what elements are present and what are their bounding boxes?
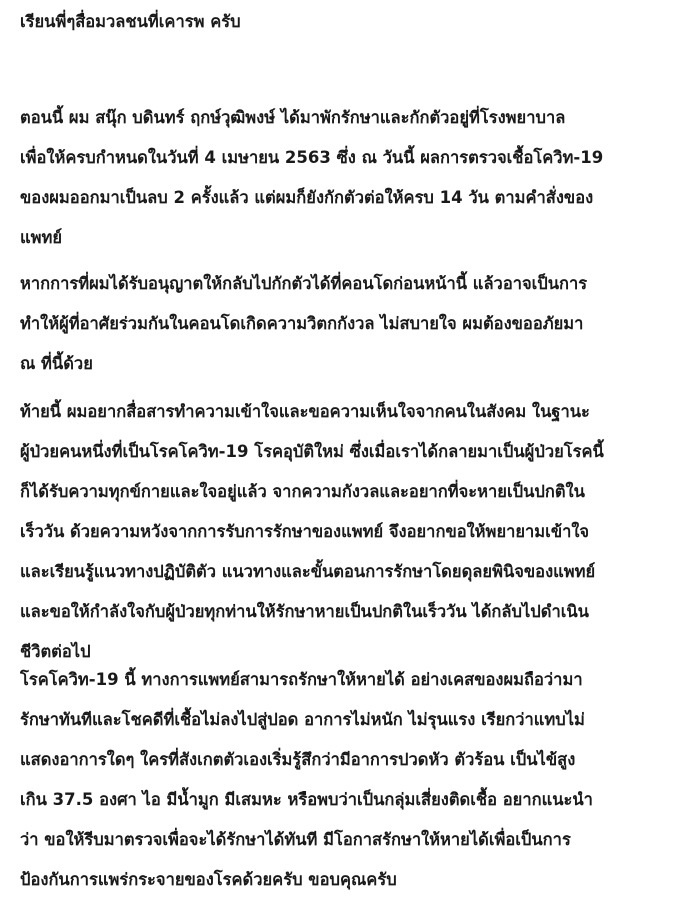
letter-greeting: เรียนพี่ๆสื่อมวลชนที่เคารพ ครับ (20, 12, 241, 31)
paragraph-line: ก็ได้รับความทุกข์กายและใจอยู่แล้ว จากความกังวลและอยากที่จะหายเป็นปกติใน (20, 482, 585, 501)
paragraph-line: ผู้ป่วยคนหนึ่งที่เป็นโรคโควิท-19 โรคอุบัติใหม่ ซึ่งเมื่อเราได้กลายมาเป็นผู้ป่วยโรคนี้ (20, 442, 604, 461)
paragraph-line: ว่า ขอให้รีบมาตรวจเพื่อจะได้รักษาได้ทันที มีโอกาสรักษาให้หายได้เพื่อเป็นการ (20, 830, 571, 849)
paragraph-line: แพทย์ (20, 228, 63, 247)
paragraph-line: ชีวิตต่อไป (20, 642, 91, 661)
paragraph-line: ทำให้ผู้ที่อาศัยร่วมกันในคอนโดเกิดความวิตกกังวล ไม่สบายใจ ผมต้องขออภัยมา (20, 314, 584, 333)
paragraph-line: เกิน 37.5 องศา ไอ มีน้ำมูก มีเสมหะ หรือพบว่าเป็นกลุ่มเสี่ยงติดเชื้อ อยากแนะนำ (20, 790, 593, 809)
paragraph-line: ของผมออกมาเป็นลบ 2 ครั้งแล้ว แต่ผมก็ยังกักตัวต่อให้ครบ 14 วัน ตามคำสั่งของ (20, 188, 594, 207)
paragraph-line: ท้ายนี้ ผมอยากสื่อสารทำความเข้าใจและขอความเห็นใจจากคนในสังคม ในฐานะ (20, 402, 590, 421)
paragraph-status (20, 98, 686, 258)
paragraph-line: ตอนนี้ ผม สนุ๊ก บดินทร์ ฤกษ์วุฒิพงษ์ ได้มาพักรักษาและกักตัวอยู่ที่โรงพยาบาล (20, 108, 566, 127)
paragraph-line: เร็ววัน ด้วยความหวังจากการรับการรักษาของแพทย์ จึงอยากขอให้พยายามเข้าใจ (20, 522, 590, 541)
paragraph-line: เพื่อให้ครบกำหนดในวันที่ 4 เมษายน 2563 ซึ่ง ณ วันนี้ ผลการตรวจเชื้อโควิท-19 (20, 148, 604, 167)
paragraph-line: ป้องกันการแพร่กระจายของโรคด้วยครับ ขอบคุณครับ (20, 870, 397, 889)
paragraph-line: โรคโควิท-19 นี้ ทางการแพทย์สามารถรักษาให้หายได้ อย่างเคสของผมถือว่ามา (20, 670, 583, 689)
paragraph-line: ณ ที่นี้ด้วย (20, 354, 93, 373)
paragraph-line: รักษาทันทีและโชคดีที่เชื้อไม่ลงไปสู่ปอด อาการไม่หนัก ไม่รุนแรง เรียกว่าแทบไม่ (20, 710, 585, 729)
paragraph-line: และเรียนรู้แนวทางปฏิบัติตัว แนวทางและขั้นตอนการรักษาโดยดุลยพินิจของแพทย์ (20, 562, 596, 581)
paragraph-appeal (20, 392, 686, 672)
paragraph-apology (20, 264, 686, 384)
paragraph-advice (20, 660, 686, 900)
paragraph-line: และขอให้กำลังใจกับผู้ป่วยทุกท่านให้รักษาหายเป็นปกติในเร็ววัน ได้กลับไปดำเนิน (20, 602, 589, 621)
paragraph-line: แสดงอาการใดๆ ใครที่สังเกตตัวเองเริ่มรู้สึกว่ามีอาการปวดหัว ตัวร้อน เป็นไข้สูง (20, 750, 576, 769)
paragraph-line: หากการที่ผมได้รับอนุญาตให้กลับไปกักตัวได้ที่คอนโดก่อนหน้านี้ แล้วอาจเป็นการ (20, 274, 588, 293)
